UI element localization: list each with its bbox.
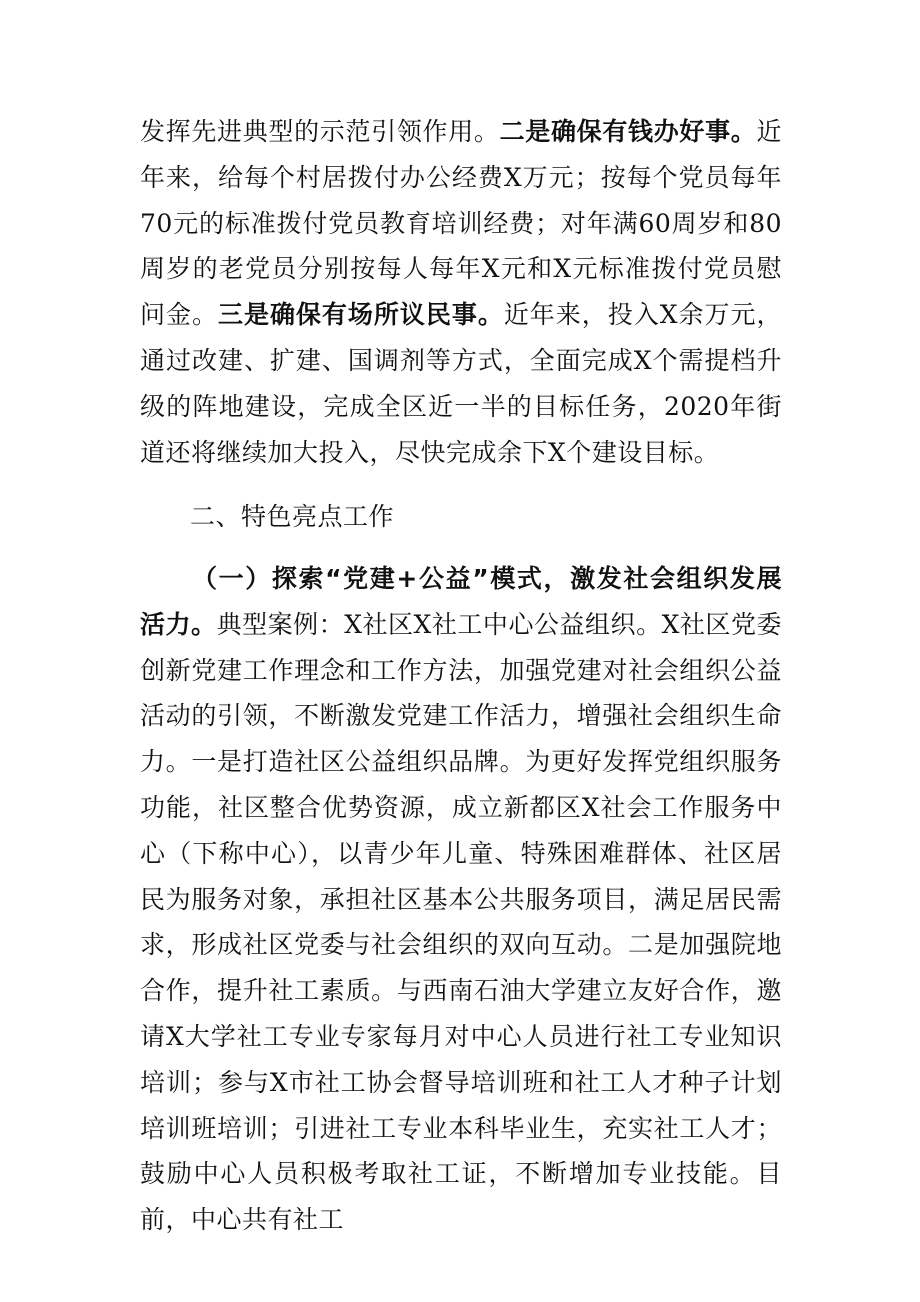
point-two-text: 近年来，给每个村居拨付办公经费X万元；按每个党员每年70元的标准拨付党员教育培训经费；对年满60周岁和80周岁的老党员分别按每人每年X元和X元标准拨付党员慰问金。 <box>140 117 782 330</box>
paragraph-funding-and-venues <box>140 109 782 475</box>
point-three-text: 近年来，投入X余万元，通过改建、扩建、国调剂等方式，全面完成X个需提档升级的阵地建设，完成全区近一半的目标任务，2020年街道还将继续加大投入，尽快完成余下X个建设目标。 <box>140 300 782 467</box>
point-two-title: 二是确保有钱办好事。 <box>499 117 757 146</box>
subsection-text: 典型案例：X社区X社工中心公益组织。X社区党委创新党建工作理念和工作方法，加强党建对社会组织公益活动的引领，不断激发党建工作活力，增强社会组织生命力。一是打造社区公益组织品牌。为更好发挥党组织服务功能，社区整合优势资源，成立新都区X社会工作服务中心（下称中心），以青少年儿童、特殊困难群体、社区居民为服务对象，承担社区基本公共服务项目，满足居民需求，形成社区党委与社会组织的双向互动。二是加强院地合作，提升社工素质。与西南石油大学建立友好合作，邀请X大学社工专业专家每月对中心人员进行社工专业知识培训；参与X市社工协会督导培训班和社工人才种子计划培训班培训；引进社工专业本科毕业生，充实社工人才；鼓励中心人员积极考取社工证，不断增加专业技能。目前，中心共有社工 <box>140 609 782 1235</box>
paragraph-intro-text: 发挥先进典型的示范引领作用。 <box>140 117 500 146</box>
point-three-title: 三是确保有场所议民事。 <box>217 300 504 330</box>
paragraph-party-building-public-welfare <box>140 556 782 1243</box>
subsection-title: （一）探索“党建+公益”模式，激发社会组织发展活力。 <box>140 564 782 639</box>
section-heading: 二、特色亮点工作 <box>190 502 395 531</box>
